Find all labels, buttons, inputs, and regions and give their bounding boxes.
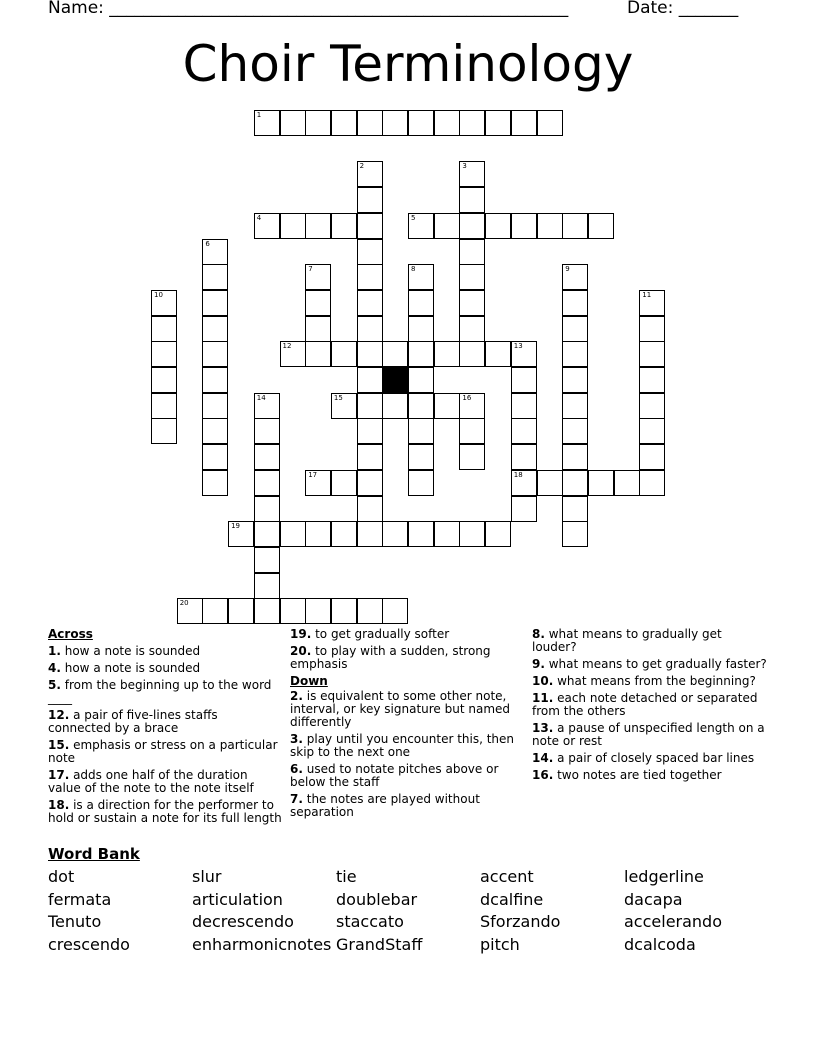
crossword-cell[interactable]: [562, 316, 588, 342]
page-title: Choir Terminology: [182, 35, 634, 93]
crossword-cell[interactable]: [408, 290, 434, 316]
date-field-label: Date: _______: [627, 0, 739, 18]
crossword-cell[interactable]: [305, 598, 331, 624]
crossword-cell[interactable]: [202, 264, 228, 290]
crossword-cell[interactable]: [459, 393, 485, 419]
crossword-cell[interactable]: [382, 393, 408, 419]
crossword-cell[interactable]: [639, 341, 665, 367]
clue: [290, 645, 526, 671]
crossword-cell[interactable]: [280, 521, 306, 547]
clue: [290, 690, 526, 729]
clue-number: 4.: [48, 661, 61, 675]
crossword-cell[interactable]: [614, 470, 640, 496]
crossword-cell[interactable]: [280, 213, 306, 239]
crossword-cell[interactable]: [254, 110, 280, 136]
crossword-cell[interactable]: [177, 598, 203, 624]
clue-number: 20: [179, 599, 189, 608]
crossword-cell[interactable]: [562, 470, 588, 496]
clue-number: 19: [231, 522, 241, 531]
clue-number: 20.: [290, 644, 312, 658]
crossword-cell[interactable]: [357, 213, 383, 239]
crossword-cell[interactable]: [639, 367, 665, 393]
crossword-cell[interactable]: [357, 393, 383, 419]
word-bank-word: staccato: [336, 912, 404, 932]
clue-number: 14.: [532, 751, 554, 765]
clue-number: 7: [308, 265, 313, 274]
crossword-cell[interactable]: [485, 521, 511, 547]
word-bank-word: ledgerline: [624, 867, 704, 886]
crossword-cell[interactable]: [511, 393, 537, 419]
clue-text: what means to get gradually faster?: [544, 657, 767, 671]
crossword-cell[interactable]: [254, 213, 280, 239]
crossword-cell[interactable]: [408, 213, 434, 239]
word-bank-word: Sforzando: [480, 912, 561, 932]
crossword-cell[interactable]: [485, 110, 511, 136]
crossword-cell[interactable]: [254, 470, 280, 496]
crossword-cell[interactable]: [254, 418, 280, 444]
crossword-cell[interactable]: [357, 161, 383, 187]
crossword-cell[interactable]: [151, 418, 177, 444]
word-bank-word: enharmonicnotes: [192, 934, 332, 954]
clue: [48, 799, 284, 825]
crossword-cell[interactable]: [562, 213, 588, 239]
crossword-cell[interactable]: [537, 470, 563, 496]
crossword-cell[interactable]: [459, 444, 485, 470]
crossword-cell[interactable]: [562, 393, 588, 419]
clue-number: 5: [411, 213, 416, 222]
clue-number: 1: [256, 111, 262, 119]
crossword-cell[interactable]: [202, 341, 228, 367]
clue-text: each note detached or separated from the others: [532, 691, 758, 718]
clue: [48, 739, 284, 765]
crossword-cell[interactable]: [408, 341, 434, 367]
clue: [290, 628, 526, 641]
crossword-cell[interactable]: [639, 470, 665, 496]
crossword-cell[interactable]: [357, 496, 383, 522]
crossword-cell[interactable]: [434, 341, 460, 367]
crossword-cell[interactable]: [408, 521, 434, 547]
clue: [48, 679, 284, 705]
word-bank-word: slur: [192, 867, 222, 886]
crossword-block: [382, 367, 408, 393]
crossword-cell[interactable]: [151, 341, 177, 367]
crossword-cell[interactable]: [485, 341, 511, 367]
crossword-cell[interactable]: [228, 598, 254, 624]
clue-number: 8: [411, 265, 416, 274]
crossword-cell[interactable]: [511, 213, 537, 239]
crossword-cell[interactable]: [357, 367, 383, 393]
crossword-cell[interactable]: [588, 213, 614, 239]
crossword-cell[interactable]: [562, 521, 588, 547]
clue-text: play until you encounter this, then skip to the next one: [290, 732, 515, 759]
crossword-cell[interactable]: [202, 470, 228, 496]
crossword-cell[interactable]: [331, 213, 357, 239]
crossword-cell[interactable]: [408, 444, 434, 470]
crossword-cell[interactable]: [202, 239, 228, 265]
crossword-cell[interactable]: [562, 290, 588, 316]
crossword-cell[interactable]: [434, 393, 460, 419]
clue-text: a pair of closely spaced bar lines: [553, 751, 755, 765]
crossword-cell[interactable]: [228, 521, 254, 547]
crossword-cell[interactable]: [305, 110, 331, 136]
crossword-cell[interactable]: [202, 393, 228, 419]
clue: [532, 752, 768, 765]
clue-number: 11: [642, 290, 652, 299]
crossword-cell[interactable]: [408, 418, 434, 444]
clue-number: 8.: [532, 627, 545, 641]
clue-text: two notes are tied together: [553, 768, 722, 782]
clue-number: 3: [462, 162, 467, 171]
crossword-cell[interactable]: [434, 521, 460, 547]
clue-number: 13.: [532, 721, 554, 735]
crossword-cell[interactable]: [305, 316, 331, 342]
crossword-cell[interactable]: [305, 213, 331, 239]
clue-number: 12: [282, 342, 292, 351]
clue-number: 18: [513, 470, 523, 479]
crossword-cell[interactable]: [537, 213, 563, 239]
crossword-cell[interactable]: [254, 598, 280, 624]
word-bank-word: tie: [336, 867, 357, 886]
clue-number: 10: [154, 290, 163, 299]
down-heading: Down: [290, 674, 328, 688]
crossword-cell[interactable]: [459, 161, 485, 187]
crossword-cell[interactable]: [382, 521, 408, 547]
crossword-cell[interactable]: [357, 264, 383, 290]
crossword-cell[interactable]: [639, 393, 665, 419]
crossword-cell[interactable]: [382, 341, 408, 367]
crossword-cell[interactable]: [305, 470, 331, 496]
crossword-cell[interactable]: [511, 367, 537, 393]
crossword-cell[interactable]: [151, 290, 177, 316]
clue-text: a pause of unspecified length on a note or rest: [532, 721, 765, 748]
crossword-cell[interactable]: [254, 521, 280, 547]
crossword-cell[interactable]: [357, 110, 383, 136]
word-bank-title: Word Bank: [48, 845, 140, 863]
clue-number: 9: [565, 265, 570, 274]
crossword-cell[interactable]: [511, 418, 537, 444]
clue-number: 7.: [290, 792, 303, 806]
crossword-cell[interactable]: [305, 341, 331, 367]
clue-number: 15: [333, 393, 343, 402]
crossword-cell[interactable]: [434, 213, 460, 239]
word-bank-word: dcalcoda: [624, 934, 696, 954]
down-clue-list: [290, 690, 526, 819]
clues-column-2: [290, 628, 526, 823]
crossword-cell[interactable]: [434, 110, 460, 136]
crossword-cell[interactable]: [331, 341, 357, 367]
clue-text: how a note is sounded: [60, 661, 201, 675]
word-bank-word: dacapa: [624, 889, 683, 909]
crossword-cell[interactable]: [280, 110, 306, 136]
crossword-cell[interactable]: [639, 418, 665, 444]
crossword-cell[interactable]: [357, 470, 383, 496]
crossword-cell[interactable]: [459, 521, 485, 547]
crossword-cell[interactable]: [459, 316, 485, 342]
word-bank-word: Tenuto: [48, 912, 102, 932]
clue-number: 18.: [48, 798, 70, 812]
clue: [532, 722, 768, 748]
word-bank-word: dcalfine: [480, 889, 544, 909]
crossword-cell[interactable]: [382, 598, 408, 624]
clue-number: 3.: [290, 732, 303, 746]
clue-text: how a note is sounded: [60, 644, 201, 658]
clue-number: 10.: [532, 674, 554, 688]
across-clue-list-continued: [290, 628, 526, 671]
down-clue-list-continued: [532, 628, 768, 782]
clue: [532, 692, 768, 718]
crossword-cell[interactable]: [254, 393, 280, 419]
crossword-cell[interactable]: [305, 290, 331, 316]
clue-number: 6: [205, 239, 210, 248]
clues-column-3: [532, 628, 768, 786]
clue: [48, 662, 284, 675]
crossword-cell[interactable]: [511, 341, 537, 367]
crossword-cell[interactable]: [588, 470, 614, 496]
crossword-cell[interactable]: [562, 418, 588, 444]
clue-number: 16: [462, 393, 472, 402]
crossword-cell[interactable]: [357, 444, 383, 470]
clue-number: 5.: [48, 678, 61, 692]
word-bank-word: accent: [480, 867, 534, 886]
clue-text: is a direction for the performer to hold or sustain a note for its full length: [48, 798, 282, 825]
clue-number: 2: [359, 162, 365, 171]
crossword-cell[interactable]: [357, 341, 383, 367]
across-heading: Across: [48, 627, 93, 641]
clue-number: 14: [256, 393, 266, 402]
word-bank-word: crescendo: [48, 934, 130, 954]
clue-text: what means to gradually get louder?: [532, 627, 722, 654]
crossword-cell[interactable]: [511, 496, 537, 522]
crossword-cell[interactable]: [305, 521, 331, 547]
crossword-cell[interactable]: [408, 367, 434, 393]
crossword-cell[interactable]: [254, 573, 280, 599]
clue-number: 16.: [532, 768, 554, 782]
crossword-cell[interactable]: [357, 187, 383, 213]
crossword-cell[interactable]: [562, 496, 588, 522]
word-bank-word: pitch: [480, 934, 520, 954]
crossword-cell[interactable]: [485, 213, 511, 239]
clue: [532, 675, 768, 688]
crossword-cell[interactable]: [357, 239, 383, 265]
clue: [290, 733, 526, 759]
crossword-cell[interactable]: [408, 470, 434, 496]
crossword-cell[interactable]: [357, 316, 383, 342]
crossword-cell[interactable]: [459, 187, 485, 213]
crossword-cell[interactable]: [151, 316, 177, 342]
crossword-cell[interactable]: [202, 598, 228, 624]
clue-number: 17: [308, 470, 318, 479]
clue-text: what means from the beginning?: [553, 674, 756, 688]
crossword-cell[interactable]: [562, 367, 588, 393]
crossword-cell[interactable]: [280, 598, 306, 624]
clue-number: 6.: [290, 762, 303, 776]
clue: [532, 769, 768, 782]
crossword-cell[interactable]: [202, 418, 228, 444]
crossword-cell[interactable]: [331, 110, 357, 136]
crossword-cell[interactable]: [305, 264, 331, 290]
word-bank-word: articulation: [192, 889, 283, 909]
word-bank-word: decrescendo: [192, 912, 294, 932]
crossword-cell[interactable]: [331, 598, 357, 624]
crossword-cell[interactable]: [202, 367, 228, 393]
clue: [48, 645, 284, 658]
crossword-cell[interactable]: [459, 239, 485, 265]
crossword-cell[interactable]: [639, 316, 665, 342]
crossword-cell[interactable]: [408, 264, 434, 290]
crossword-cell[interactable]: [408, 110, 434, 136]
clue: [290, 763, 526, 789]
clues-column-1: [48, 628, 284, 829]
clue-text: used to notate pitches above or below the staff: [290, 762, 499, 789]
clue-number: 1.: [48, 644, 61, 658]
clue-number: 2.: [290, 689, 303, 703]
crossword-cell[interactable]: [408, 316, 434, 342]
crossword-cell[interactable]: [254, 444, 280, 470]
clue-number: 9.: [532, 657, 545, 671]
crossword-cell[interactable]: [331, 470, 357, 496]
clue-number: 4: [256, 213, 262, 222]
clue-text: a pair of five-lines staffs connected by a brace: [48, 708, 218, 735]
crossword-cell[interactable]: [331, 521, 357, 547]
crossword-cell[interactable]: [562, 341, 588, 367]
crossword-cell[interactable]: [459, 290, 485, 316]
crossword-cell[interactable]: [459, 264, 485, 290]
crossword-cell[interactable]: [511, 110, 537, 136]
crossword-cell[interactable]: [511, 444, 537, 470]
across-clue-list: [48, 645, 284, 825]
crossword-cell[interactable]: [151, 393, 177, 419]
crossword-cell[interactable]: [382, 110, 408, 136]
crossword-cell[interactable]: [459, 341, 485, 367]
clue-text: to get gradually softer: [311, 627, 450, 641]
crossword-cell[interactable]: [562, 444, 588, 470]
crossword-cell[interactable]: [357, 418, 383, 444]
crossword-cell[interactable]: [357, 521, 383, 547]
clue-text: is equivalent to some other note, interval, or key signature but named differently: [290, 689, 511, 729]
crossword-cell[interactable]: [331, 393, 357, 419]
crossword-cell[interactable]: [408, 393, 434, 419]
word-bank-word: accelerando: [624, 912, 722, 932]
crossword-cell[interactable]: [254, 496, 280, 522]
crossword-cell[interactable]: [151, 367, 177, 393]
word-bank-word: doublebar: [336, 889, 418, 909]
crossword-cell[interactable]: [202, 444, 228, 470]
clue: [48, 769, 284, 795]
clue-number: 15.: [48, 738, 70, 752]
word-bank-word: dot: [48, 867, 75, 886]
crossword-cell[interactable]: [254, 547, 280, 573]
crossword-cell[interactable]: [639, 290, 665, 316]
name-field-label: Name: ______________________________________________________: [48, 0, 569, 18]
crossword-cell[interactable]: [357, 598, 383, 624]
clue-text: emphasis or stress on a particular note: [48, 738, 278, 765]
crossword-cell[interactable]: [202, 290, 228, 316]
crossword-cell[interactable]: [562, 264, 588, 290]
clue-text: adds one half of the duration value of the note to the note itself: [48, 768, 254, 795]
clue-number: 11.: [532, 691, 554, 705]
clue-number: 17.: [48, 768, 70, 782]
crossword-cell[interactable]: [459, 418, 485, 444]
crossword-cell[interactable]: [511, 470, 537, 496]
word-bank-word: GrandStaff: [336, 934, 423, 954]
clue: [290, 793, 526, 819]
clue-number: 12.: [48, 708, 70, 722]
clue-text: to play with a sudden, strong emphasis: [290, 644, 491, 671]
crossword-cell[interactable]: [280, 341, 306, 367]
crossword-cell[interactable]: [459, 110, 485, 136]
crossword-cell[interactable]: [639, 444, 665, 470]
clue: [532, 658, 768, 671]
clue-number: 13: [513, 342, 523, 351]
crossword-cell[interactable]: [357, 290, 383, 316]
clue-number: 19.: [290, 627, 312, 641]
crossword-cell[interactable]: [537, 110, 563, 136]
word-bank-word: fermata: [48, 889, 112, 909]
clue: [48, 709, 284, 735]
crossword-cell[interactable]: [459, 213, 485, 239]
crossword-cell[interactable]: [202, 316, 228, 342]
clue: [532, 628, 768, 654]
clue-text: from the beginning up to the word ____: [48, 678, 272, 705]
clue-text: the notes are played without separation: [290, 792, 480, 819]
